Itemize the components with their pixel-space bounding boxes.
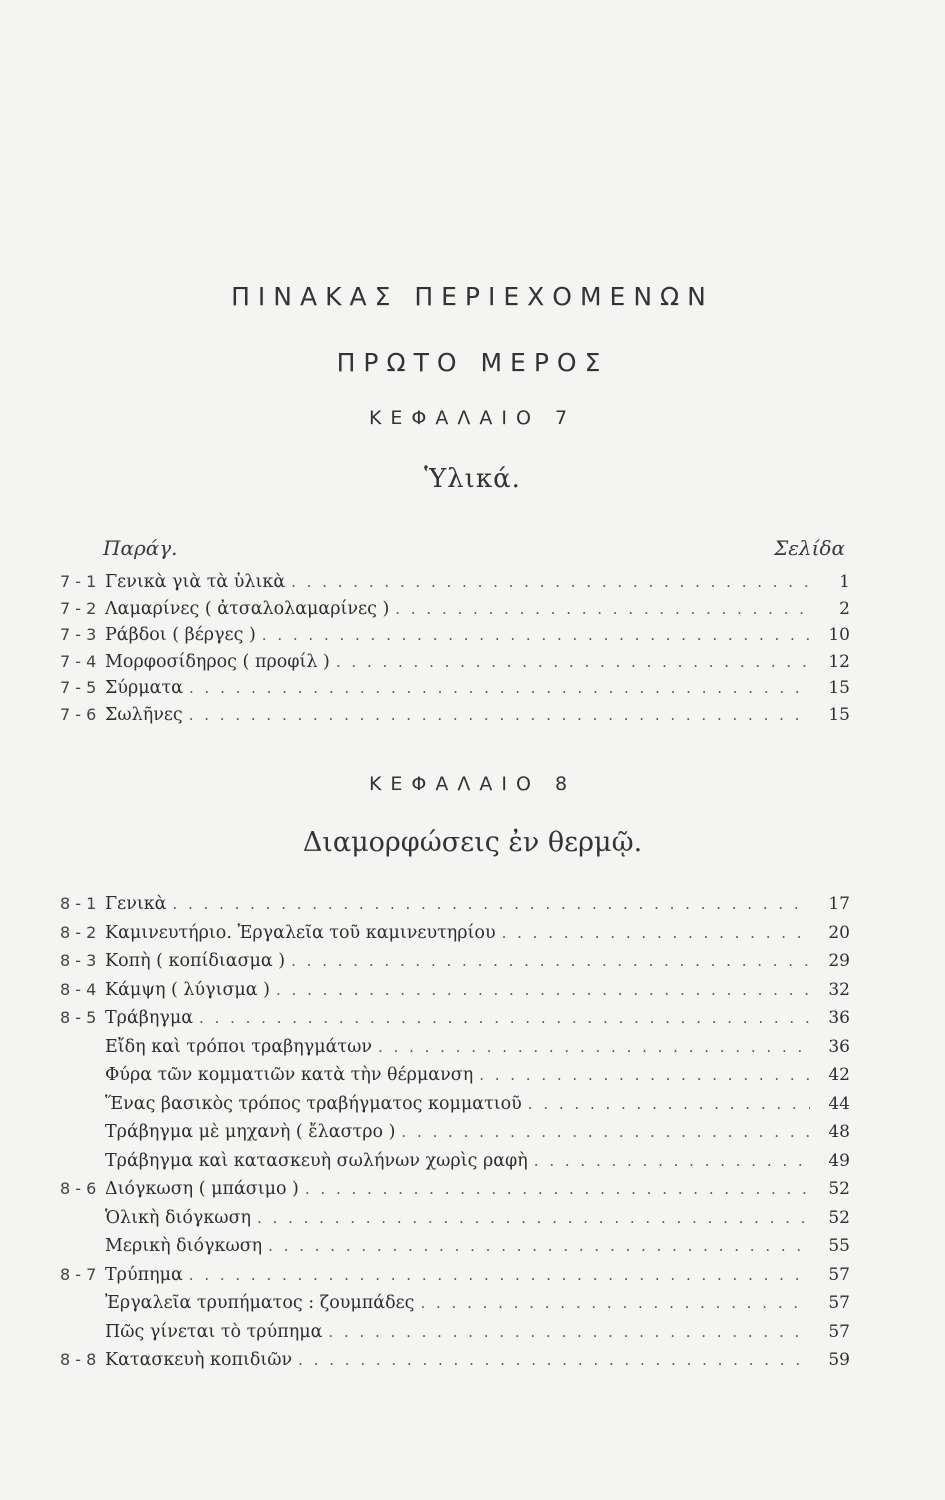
toc-entry-number: 7 - 6 [60,704,97,724]
toc-entry-title: Λαμαρίνες ( ἀτσαλολαμαρίνες ) [105,598,390,619]
toc-entry [60,705,850,732]
toc-entry-title: Καμινευτήριο. Ἐργαλεῖα τοῦ καμινευτηρίου [105,922,496,943]
toc-entry-page: 44 [828,1093,850,1114]
leader-dots [328,1323,810,1341]
toc-entry-title: Μορφοσίδηρος ( προφίλ ) [105,651,330,672]
leader-dots [378,1038,810,1056]
leader-dots [420,1294,810,1312]
toc-entry [60,1322,850,1351]
leader-dots [262,626,810,644]
toc-entry-page: 49 [828,1150,850,1171]
toc-entry-title: Ἕνας βασικὸς τρόπος τραβήγματος κομματιοῦ [105,1093,522,1114]
toc-entry-title: Κάμψη ( λύγισμα ) [105,979,271,1000]
toc-entry [60,572,850,599]
toc-entry-number: 8 - 6 [60,1179,97,1198]
leader-dots [291,573,810,591]
leader-dots [291,952,810,970]
toc-entry-title: Σωλῆνες [105,704,183,725]
toc-main-title: ΠΙΝΑΚΑΣ ΠΕΡΙΕΧΟΜΕΝΩΝ [231,282,714,311]
toc-entry [60,894,850,923]
toc-entry-page: 36 [828,1008,850,1028]
toc-entry-number: 8 - 8 [60,1350,97,1369]
toc-entry-title: Φύρα τῶν κομματιῶν κατὰ τὴν θέρμανση [105,1065,474,1085]
toc-entry [60,652,850,679]
toc-entry-page: 15 [828,704,850,725]
toc-entry-title: Τράβηγμα μὲ μηχανὴ ( ἔλαστρο ) [105,1122,396,1142]
toc-entry [60,1008,850,1037]
toc-entry-page: 32 [828,979,850,1000]
part-title: ΠΡΩΤΟ ΜΕΡΟΣ [336,348,609,377]
toc-entry [60,980,850,1009]
toc-entry-title: Σύρματα [105,678,183,698]
toc-entry-page: 57 [828,1293,850,1313]
page-column-header: Σελίδα [774,536,845,560]
chapter-8-title: Διαμορφώσεις ἐν θερμῷ. [302,827,643,858]
toc-entry [60,1094,850,1123]
leader-dots [199,1009,810,1027]
chapter-8-toc-list [60,894,850,1379]
leader-dots [534,1152,810,1170]
toc-entry-number: 8 - 4 [60,979,97,999]
leader-dots [257,1209,810,1227]
leader-dots [305,1180,810,1198]
leader-dots [336,653,810,671]
toc-entry-title: Κατασκευὴ κοπιδιῶν [105,1350,293,1370]
toc-entry [60,1293,850,1322]
paragraph-column-header: Παράγ. [103,536,178,560]
toc-entry-title: Πῶς γίνεται τὸ τρύπημα [105,1321,323,1342]
toc-entry-page: 29 [828,951,850,971]
leader-dots [268,1237,810,1255]
toc-entry-page: 57 [828,1321,850,1342]
toc-entry-page: 17 [828,894,850,914]
toc-entry [60,625,850,652]
toc-entry-page: 15 [828,678,850,698]
leader-dots [276,981,810,999]
toc-entry-title: Τράβηγμα καὶ κατασκευὴ σωλήνων χωρὶς ραφὴ [105,1150,528,1171]
toc-entry-title: Διόγκωση ( μπάσιμο ) [105,1179,299,1199]
toc-entry [60,1122,850,1151]
toc-entry-title: Ὁλικὴ διόγκωση [105,1207,252,1228]
toc-entry-number: 8 - 1 [60,894,97,913]
toc-entry-page: 48 [828,1122,850,1142]
toc-entry-page: 1 [839,572,850,592]
toc-entry [60,1208,850,1237]
toc-entry-number: 8 - 3 [60,951,97,970]
toc-entry-page: 42 [828,1065,850,1085]
toc-entry-title: Γενικὰ γιὰ τὰ ὑλικὰ [105,572,286,592]
toc-entry-number: 8 - 2 [60,922,97,942]
toc-entry [60,599,850,626]
leader-dots [189,706,810,724]
toc-entry-page: 10 [828,625,850,645]
toc-entry-title: Τράβηγμα [105,1008,194,1028]
toc-entry [60,1065,850,1094]
chapter-7-title: Ὑλικά. [424,464,521,494]
toc-entry [60,951,850,980]
toc-entry-title: Ράβδοι ( βέργες ) [105,625,256,645]
toc-entry-page: 12 [828,651,850,672]
toc-entry [60,1350,850,1379]
toc-entry-page: 2 [839,598,850,619]
leader-dots [502,924,810,942]
leader-dots [528,1095,810,1113]
toc-entry-title: Τρύπημα [105,1264,183,1285]
toc-entry [60,678,850,705]
toc-entry [60,1265,850,1294]
leader-dots [401,1123,810,1141]
toc-entry-number: 7 - 4 [60,651,97,671]
toc-entry-title: Γενικὰ [105,894,167,914]
toc-entry-number: 8 - 5 [60,1008,97,1027]
leader-dots [172,895,810,913]
toc-entry [60,923,850,952]
toc-entry-page: 52 [828,1207,850,1228]
toc-entry-page: 20 [828,922,850,943]
toc-entry-title: Εἴδη καὶ τρόποι τραβηγμάτων [105,1036,372,1057]
toc-entry [60,1179,850,1208]
toc-entry-number: 7 - 5 [60,678,97,697]
toc-entry [60,1236,850,1265]
toc-entry-title: Ἐργαλεῖα τρυπήματος : ζουμπάδες [105,1293,415,1313]
toc-entry-page: 36 [828,1036,850,1057]
toc-entry-page: 57 [828,1264,850,1285]
toc-entry-number: 8 - 7 [60,1264,97,1284]
toc-entry [60,1151,850,1180]
chapter-8-label: ΚΕΦΑΛΑΙΟ 8 [368,773,577,795]
leader-dots [189,679,810,697]
leader-dots [479,1066,810,1084]
toc-entry-page: 52 [828,1179,850,1199]
toc-entry [60,1037,850,1066]
leader-dots [189,1266,810,1284]
leader-dots [395,600,810,618]
chapter-7-label: ΚΕΦΑΛΑΙΟ 7 [368,407,577,429]
chapter-7-toc-list [60,572,850,731]
toc-entry-number: 7 - 2 [60,598,97,618]
toc-entry-number: 7 - 3 [60,625,97,644]
toc-entry-page: 59 [828,1350,850,1370]
toc-entry-page: 55 [828,1236,850,1256]
toc-entry-title: Κοπὴ ( κοπίδιασμα ) [105,951,286,971]
toc-entry-title: Μερικὴ διόγκωση [105,1236,263,1256]
toc-entry-number: 7 - 1 [60,572,97,591]
leader-dots [298,1351,810,1369]
